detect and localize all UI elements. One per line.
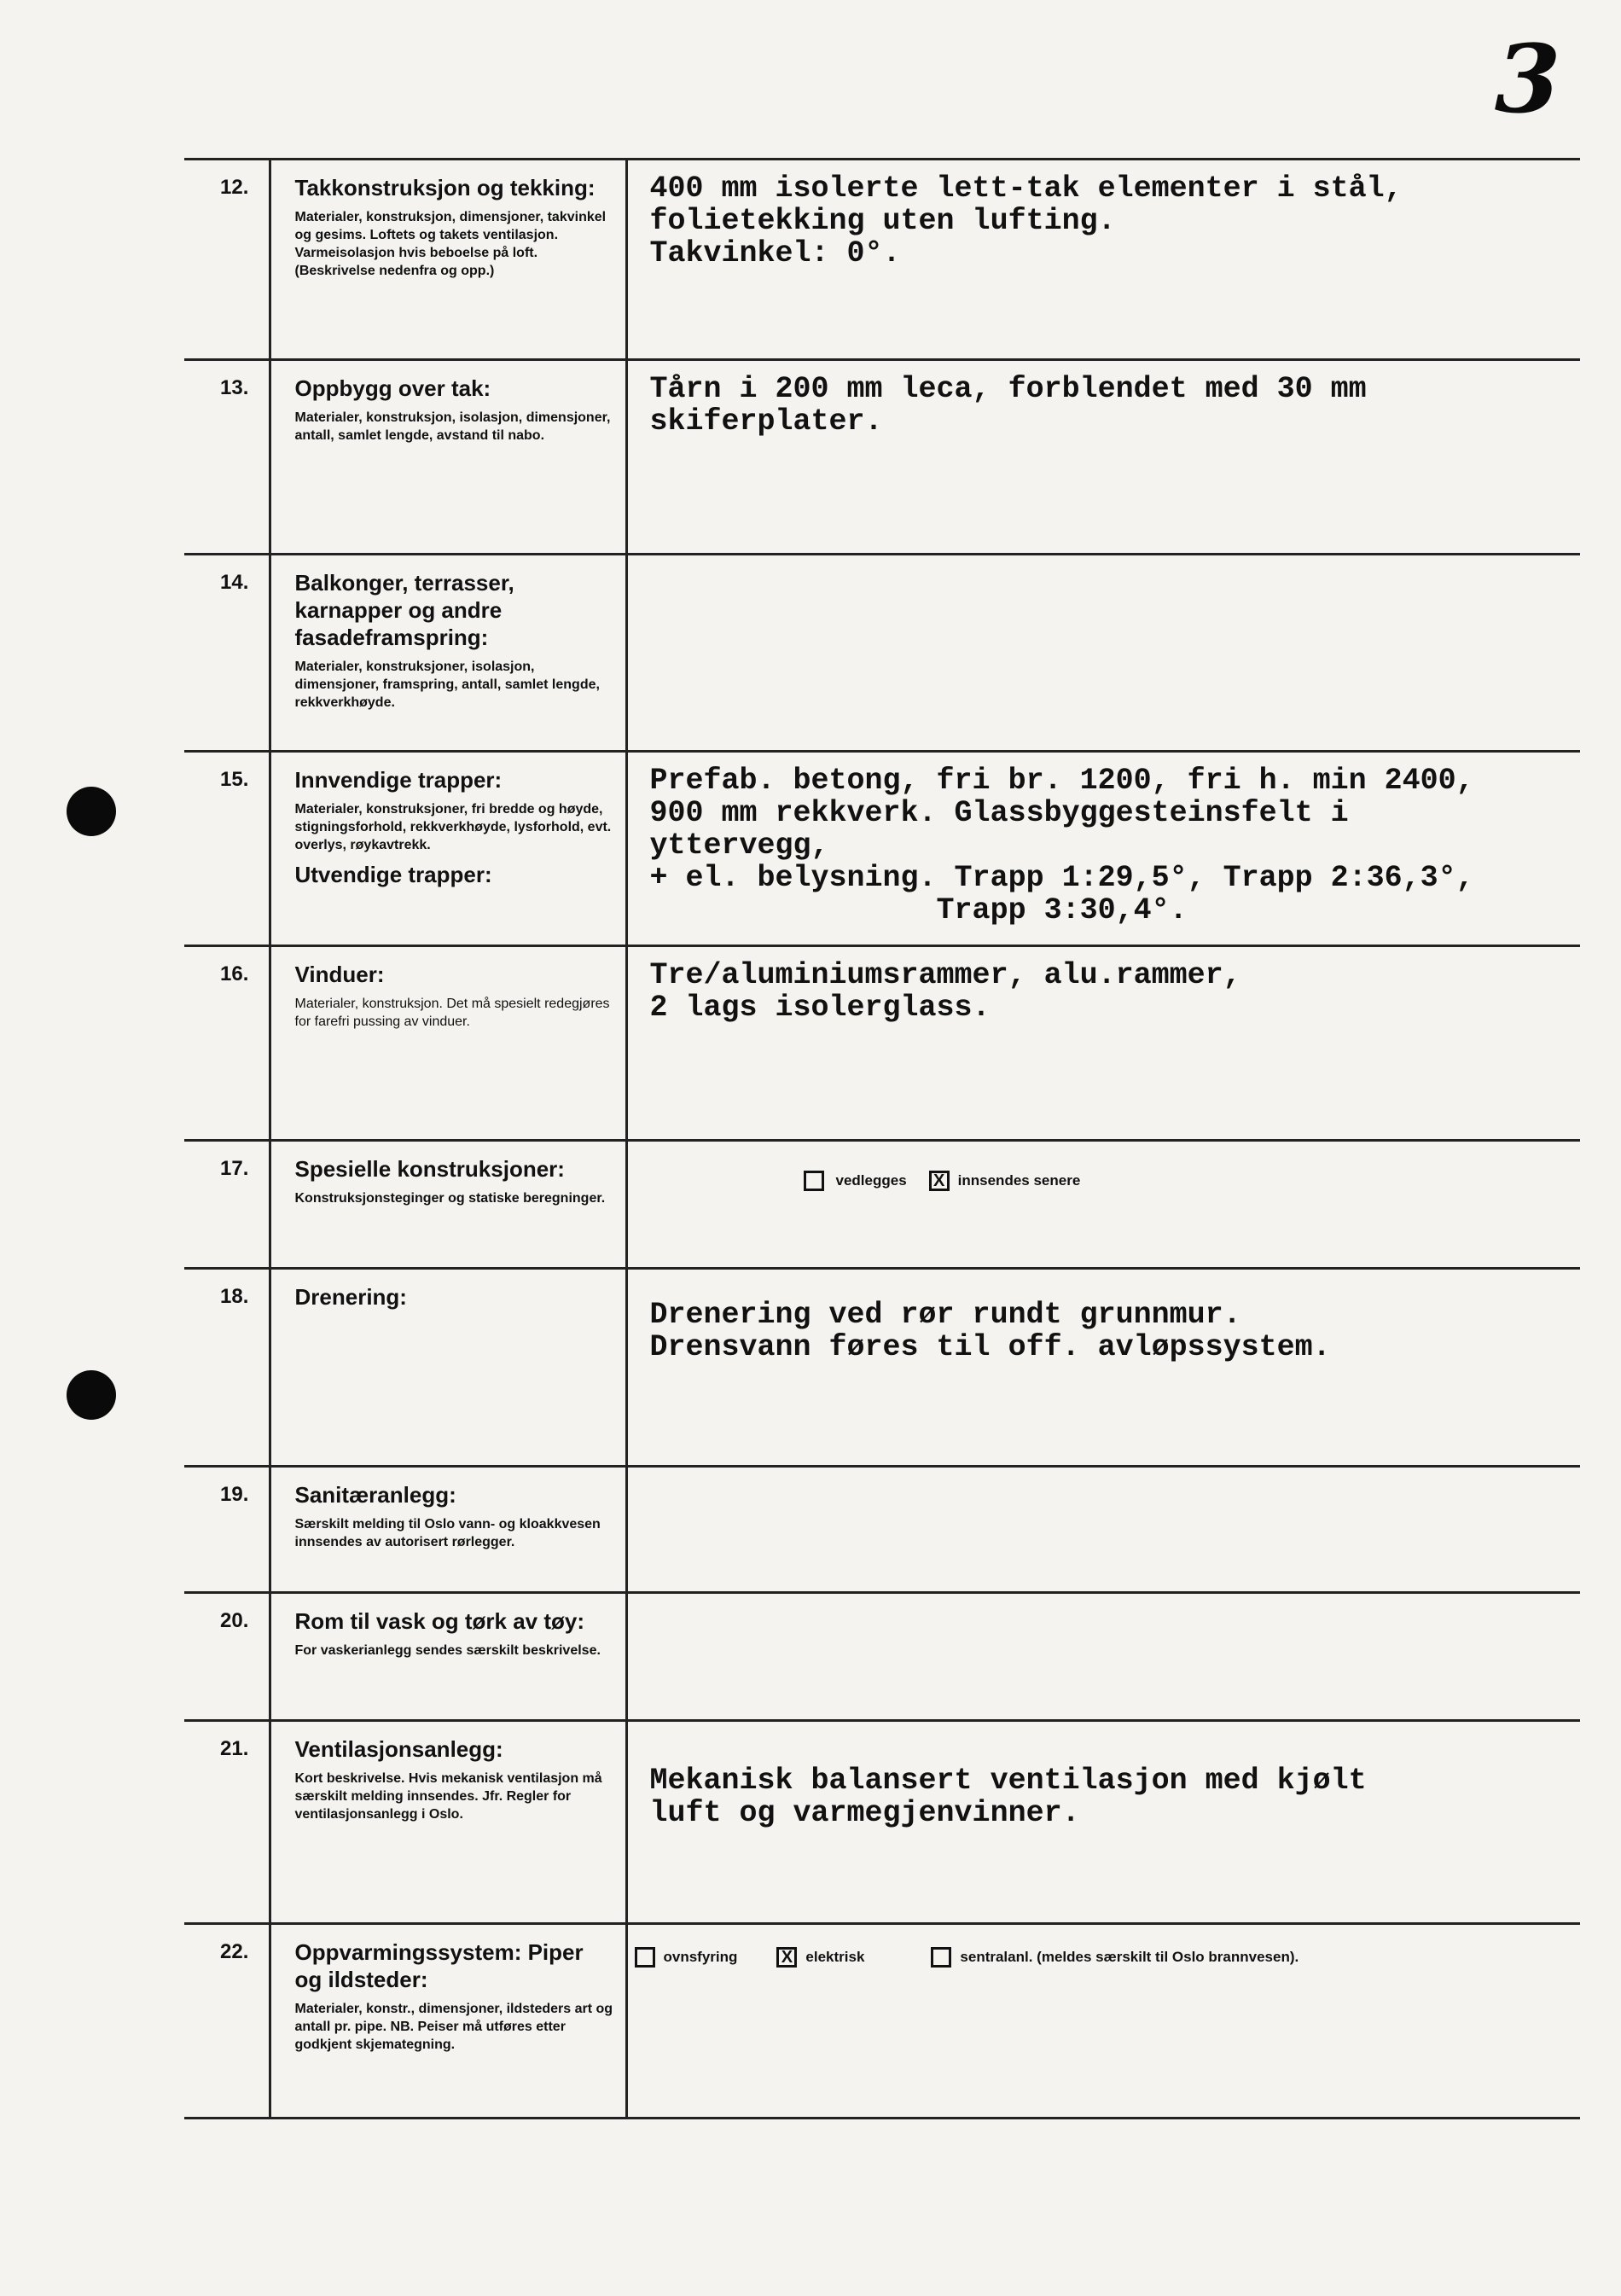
row-heading: Drenering: bbox=[294, 1284, 407, 1310]
row-heading: Ventilasjonsanlegg: bbox=[294, 1736, 503, 1762]
row-content-field[interactable] bbox=[626, 1593, 1580, 1721]
row-number: 19. bbox=[184, 1467, 270, 1593]
heating-options bbox=[635, 1947, 1564, 1968]
row-content-field[interactable] bbox=[626, 946, 1580, 1141]
row-number: 21. bbox=[184, 1721, 270, 1924]
row-label bbox=[270, 1721, 626, 1924]
checkbox-innsendes-senere[interactable]: X bbox=[929, 1171, 950, 1191]
row-heading: Balkonger, terrasser, karnapper og andre fasadeframspring: bbox=[294, 570, 514, 650]
option-vedlegges[interactable] bbox=[804, 1171, 907, 1191]
option-label: sentralanl. (meldes særskilt til Oslo brannvesen). bbox=[960, 1949, 1299, 1965]
form-row-20 bbox=[184, 1593, 1580, 1721]
row-heading: Rom til vask og tørk av tøy: bbox=[294, 1608, 585, 1634]
form-row-19 bbox=[184, 1467, 1580, 1593]
option-sentralanlegg[interactable] bbox=[931, 1947, 1299, 1968]
building-description-form bbox=[184, 158, 1580, 2119]
row-description: Konstruksjonsteginger og statiske beregninger. bbox=[294, 1191, 606, 1206]
row-label bbox=[270, 1467, 626, 1593]
checkbox-ovnsfyring[interactable] bbox=[635, 1947, 655, 1968]
form-row-12 bbox=[184, 160, 1580, 360]
row-label bbox=[270, 160, 626, 360]
typed-answer: Drenering ved rør rundt grunnmur. Drensvann føres til off. avløpssystem. bbox=[649, 1298, 1331, 1364]
page-number: 3 bbox=[1483, 24, 1572, 134]
form-row-17 bbox=[184, 1141, 1580, 1269]
punch-hole-upper bbox=[67, 787, 116, 836]
row-description: Materialer, konstr., dimensjoner, ildsteders art og antall pr. pipe. NB. Peiser må utføres etter godkjent skjemategning. bbox=[294, 2002, 613, 2052]
option-label: vedlegges bbox=[835, 1172, 907, 1189]
row-label bbox=[270, 1141, 626, 1269]
checkbox-sentralanlegg[interactable] bbox=[931, 1947, 951, 1968]
row-content-field[interactable] bbox=[626, 1269, 1580, 1467]
row-number: 22. bbox=[184, 1924, 270, 2119]
checkbox-elektrisk[interactable]: X bbox=[776, 1947, 797, 1968]
row-number: 18. bbox=[184, 1269, 270, 1467]
row-heading: Innvendige trapper: bbox=[294, 767, 503, 793]
typed-answer: 400 mm isolerte lett-tak elementer i stål, folietekking uten lufting. Takvinkel: 0°. bbox=[649, 171, 1403, 270]
row-content-field[interactable] bbox=[626, 1467, 1580, 1593]
form-row-16 bbox=[184, 946, 1580, 1141]
typed-answer: Mekanisk balansert ventilasjon med kjølt luft og varmegjenvinner. bbox=[649, 1764, 1367, 1830]
row-label bbox=[270, 752, 626, 946]
typed-answer: Tre/aluminiumsrammer, alu.rammer, 2 lags isolerglass. bbox=[649, 958, 1241, 1025]
attachment-options bbox=[804, 1171, 1564, 1191]
row-heading: Takkonstruksjon og tekking: bbox=[294, 175, 596, 201]
row-label bbox=[270, 555, 626, 752]
row-label bbox=[270, 946, 626, 1141]
row-content-field bbox=[626, 1924, 1580, 2119]
form-row-22 bbox=[184, 1924, 1580, 2119]
row-content-field bbox=[626, 1141, 1580, 1269]
row-sub-heading: Utvendige trapper: bbox=[294, 862, 492, 887]
row-number: 20. bbox=[184, 1593, 270, 1721]
option-label: innsendes senere bbox=[957, 1172, 1081, 1189]
row-heading: Spesielle konstruksjoner: bbox=[294, 1156, 565, 1182]
row-number: 14. bbox=[184, 555, 270, 752]
option-label: elektrisk bbox=[805, 1949, 865, 1965]
row-label bbox=[270, 360, 626, 555]
row-description: Materialer, konstruksjon. Det må spesielt redegjøres for farefri pussing av vinduer. bbox=[294, 997, 610, 1029]
typed-answer: Tårn i 200 mm leca, forblendet med 30 mm skiferplater. bbox=[649, 372, 1367, 439]
row-label bbox=[270, 1593, 626, 1721]
option-label: ovnsfyring bbox=[663, 1949, 738, 1965]
option-ovnsfyring[interactable] bbox=[635, 1947, 738, 1968]
row-content-field[interactable] bbox=[626, 1721, 1580, 1924]
option-innsendes-senere[interactable] bbox=[929, 1171, 1081, 1191]
row-heading: Oppbygg over tak: bbox=[294, 375, 491, 401]
row-number: 13. bbox=[184, 360, 270, 555]
row-content-field[interactable] bbox=[626, 160, 1580, 360]
row-content-field[interactable] bbox=[626, 752, 1580, 946]
row-description: Materialer, konstruksjon, isolasjon, dimensjoner, antall, samlet lengde, avstand til nabo. bbox=[294, 410, 611, 443]
row-description: For vaskerianlegg sendes særskilt beskrivelse. bbox=[294, 1643, 601, 1658]
row-content-field[interactable] bbox=[626, 360, 1580, 555]
row-description: Kort beskrivelse. Hvis mekanisk ventilasjon må særskilt melding innsendes. Jfr. Regler for ventilasjonsanlegg i Oslo. bbox=[294, 1771, 602, 1822]
row-number: 12. bbox=[184, 160, 270, 360]
form-row-21 bbox=[184, 1721, 1580, 1924]
row-description: Materialer, konstruksjoner, isolasjon, dimensjoner, framspring, antall, samlet lengde, rekkverkhøyde. bbox=[294, 660, 600, 710]
option-elektrisk[interactable] bbox=[776, 1947, 864, 1968]
row-number: 17. bbox=[184, 1141, 270, 1269]
form-row-13 bbox=[184, 360, 1580, 555]
punch-hole-lower bbox=[67, 1370, 116, 1420]
row-heading: Vinduer: bbox=[294, 962, 385, 987]
row-number: 15. bbox=[184, 752, 270, 946]
row-heading: Oppvarmingssystem: Piper og ildsteder: bbox=[294, 1939, 584, 1992]
row-content-field[interactable] bbox=[626, 555, 1580, 752]
row-description: Særskilt melding til Oslo vann- og kloakkvesen innsendes av autorisert rørlegger. bbox=[294, 1517, 601, 1549]
row-number: 16. bbox=[184, 946, 270, 1141]
checkbox-vedlegges[interactable] bbox=[804, 1171, 824, 1191]
row-label bbox=[270, 1924, 626, 2119]
form-row-18 bbox=[184, 1269, 1580, 1467]
form-row-14 bbox=[184, 555, 1580, 752]
typed-answer: Prefab. betong, fri br. 1200, fri h. min 2400, 900 mm rekkverk. Glassbyggesteinsfelt i yttervegg, + el. belysning. Trapp 1:29,5°, Trapp 2:36,3°, Trapp 3:30,4°. bbox=[649, 764, 1474, 927]
row-heading: Sanitæranlegg: bbox=[294, 1482, 456, 1508]
row-description: Materialer, konstruksjoner, fri bredde og høyde, stigningsforhold, rekkverkhøyde, lysforhold, evt. overlys, røykavtrekk. bbox=[294, 802, 612, 852]
form-row-15 bbox=[184, 752, 1580, 946]
row-label bbox=[270, 1269, 626, 1467]
row-description: Materialer, konstruksjon, dimensjoner, takvinkel og gesims. Loftets og takets ventilasjon. Varmeisolasjon hvis beboelse på loft. (Beskrivelse nedenfra og opp.) bbox=[294, 210, 607, 278]
